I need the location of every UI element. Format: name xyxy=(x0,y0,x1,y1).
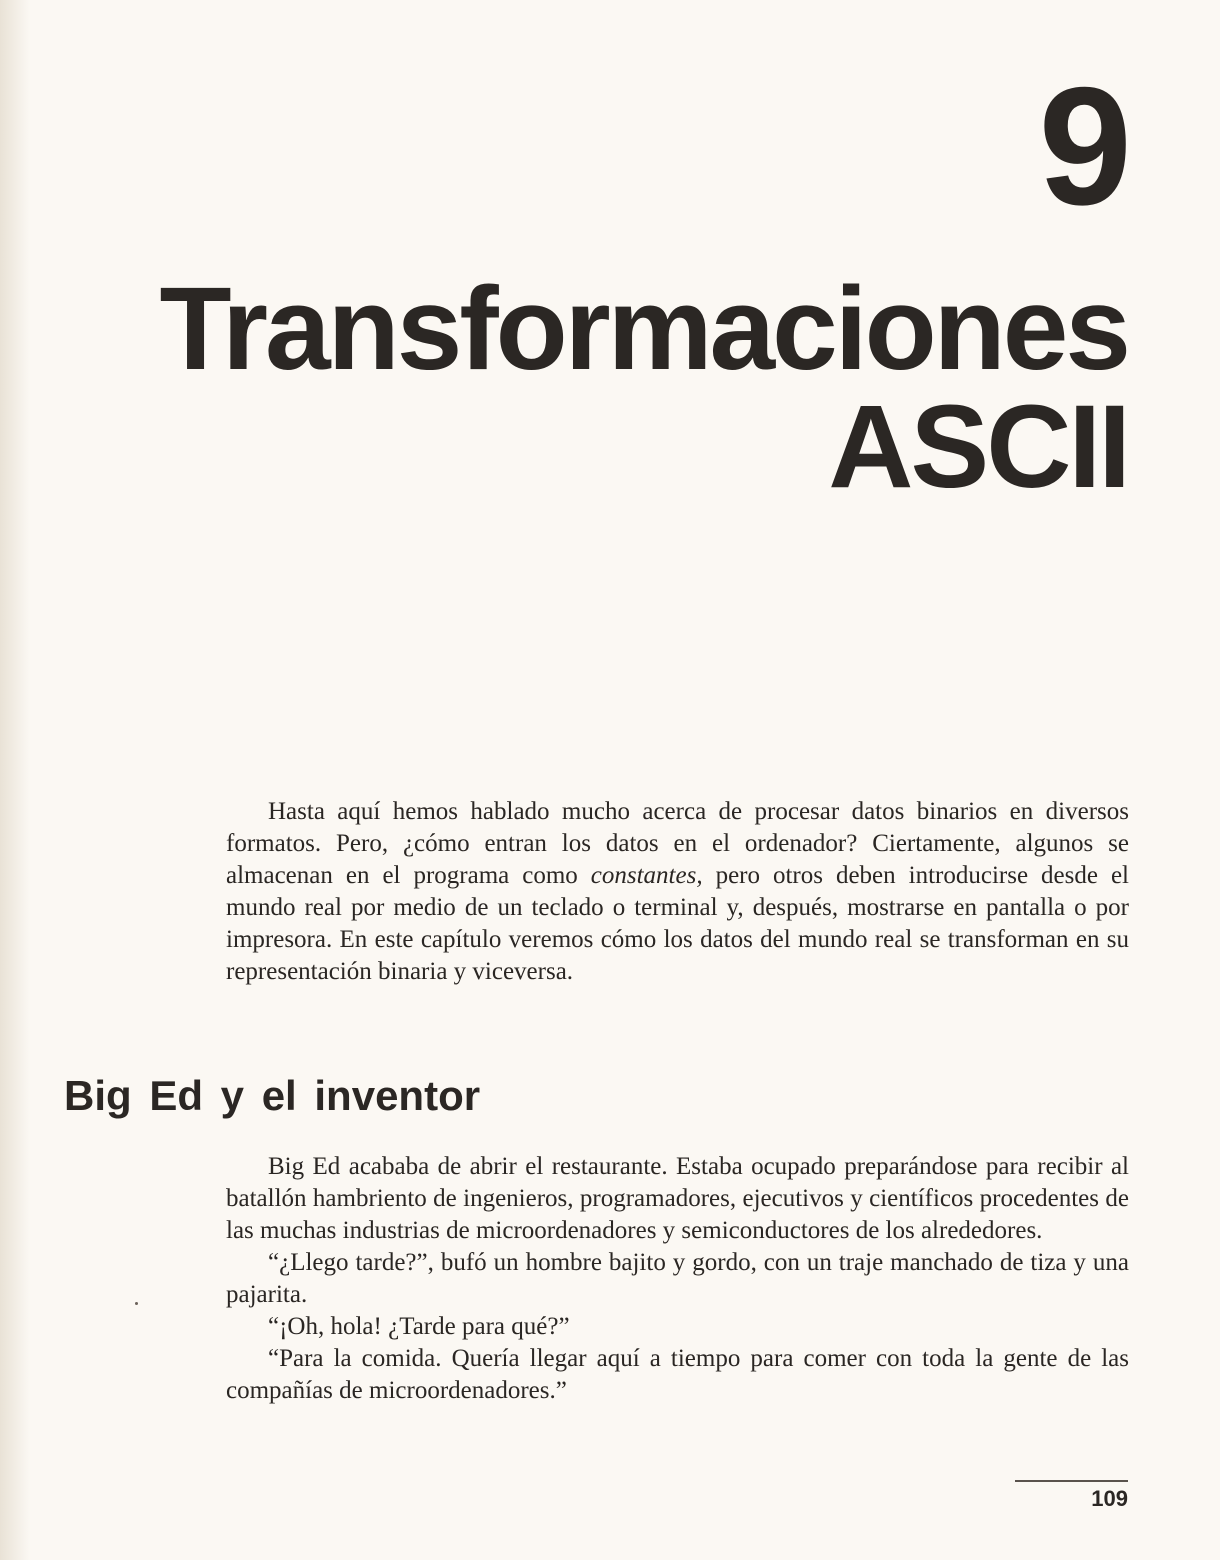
chapter-title-line-2: ASCII xyxy=(828,381,1128,513)
intro-section xyxy=(226,796,1129,988)
intro-text-part-2: pero otros deben introducirse desde el mundo real por medio de un teclado o terminal y, después, mostrarse en pantalla o por impresora. En este capítulo veremos cómo los datos del mundo real se transforman en su representación binaria y viceversa. xyxy=(226,862,1129,985)
intro-emphasis: constantes, xyxy=(590,862,703,889)
chapter-number: 9 xyxy=(1038,52,1132,240)
intro-paragraph xyxy=(226,796,1129,988)
story-paragraph-2: “¿Llego tarde?”, bufó un hombre bajito y gordo, con un traje manchado de tiza y una pajarita. xyxy=(226,1249,1129,1308)
section-heading: Big Ed y el inventor xyxy=(64,1072,481,1119)
story-paragraph-1: Big Ed acababa de abrir el restaurante. Estaba ocupado preparándose para recibir al batallón hambriento de ingenieros, programadores, ejecutivos y científicos procedentes de las muchas industrias de microordenadores y semiconductores de los alrededores. xyxy=(226,1153,1129,1244)
story-paragraph-4: “Para la comida. Quería llegar aquí a tiempo para comer con toda la gente de las compañías de microordenadores.” xyxy=(226,1345,1129,1404)
chapter-title-line-1: Transformaciones xyxy=(159,263,1128,395)
footer-rule xyxy=(1015,1480,1128,1482)
page-number: 109 xyxy=(1091,1486,1128,1511)
story-section xyxy=(226,1151,1129,1407)
story-paragraph-3: “¡Oh, hola! ¿Tarde para qué?” xyxy=(268,1313,570,1340)
page-edge-shadow xyxy=(0,0,30,1560)
intro-text-part-1: Hasta aquí hemos hablado mucho acerca de procesar datos binarios en diversos formatos. Pero, ¿cómo entran los datos en el ordenador? Ciertamente, algunos se almacenan en el programa como xyxy=(226,798,1129,889)
print-speck xyxy=(135,1302,138,1305)
chapter-title xyxy=(159,263,1128,513)
